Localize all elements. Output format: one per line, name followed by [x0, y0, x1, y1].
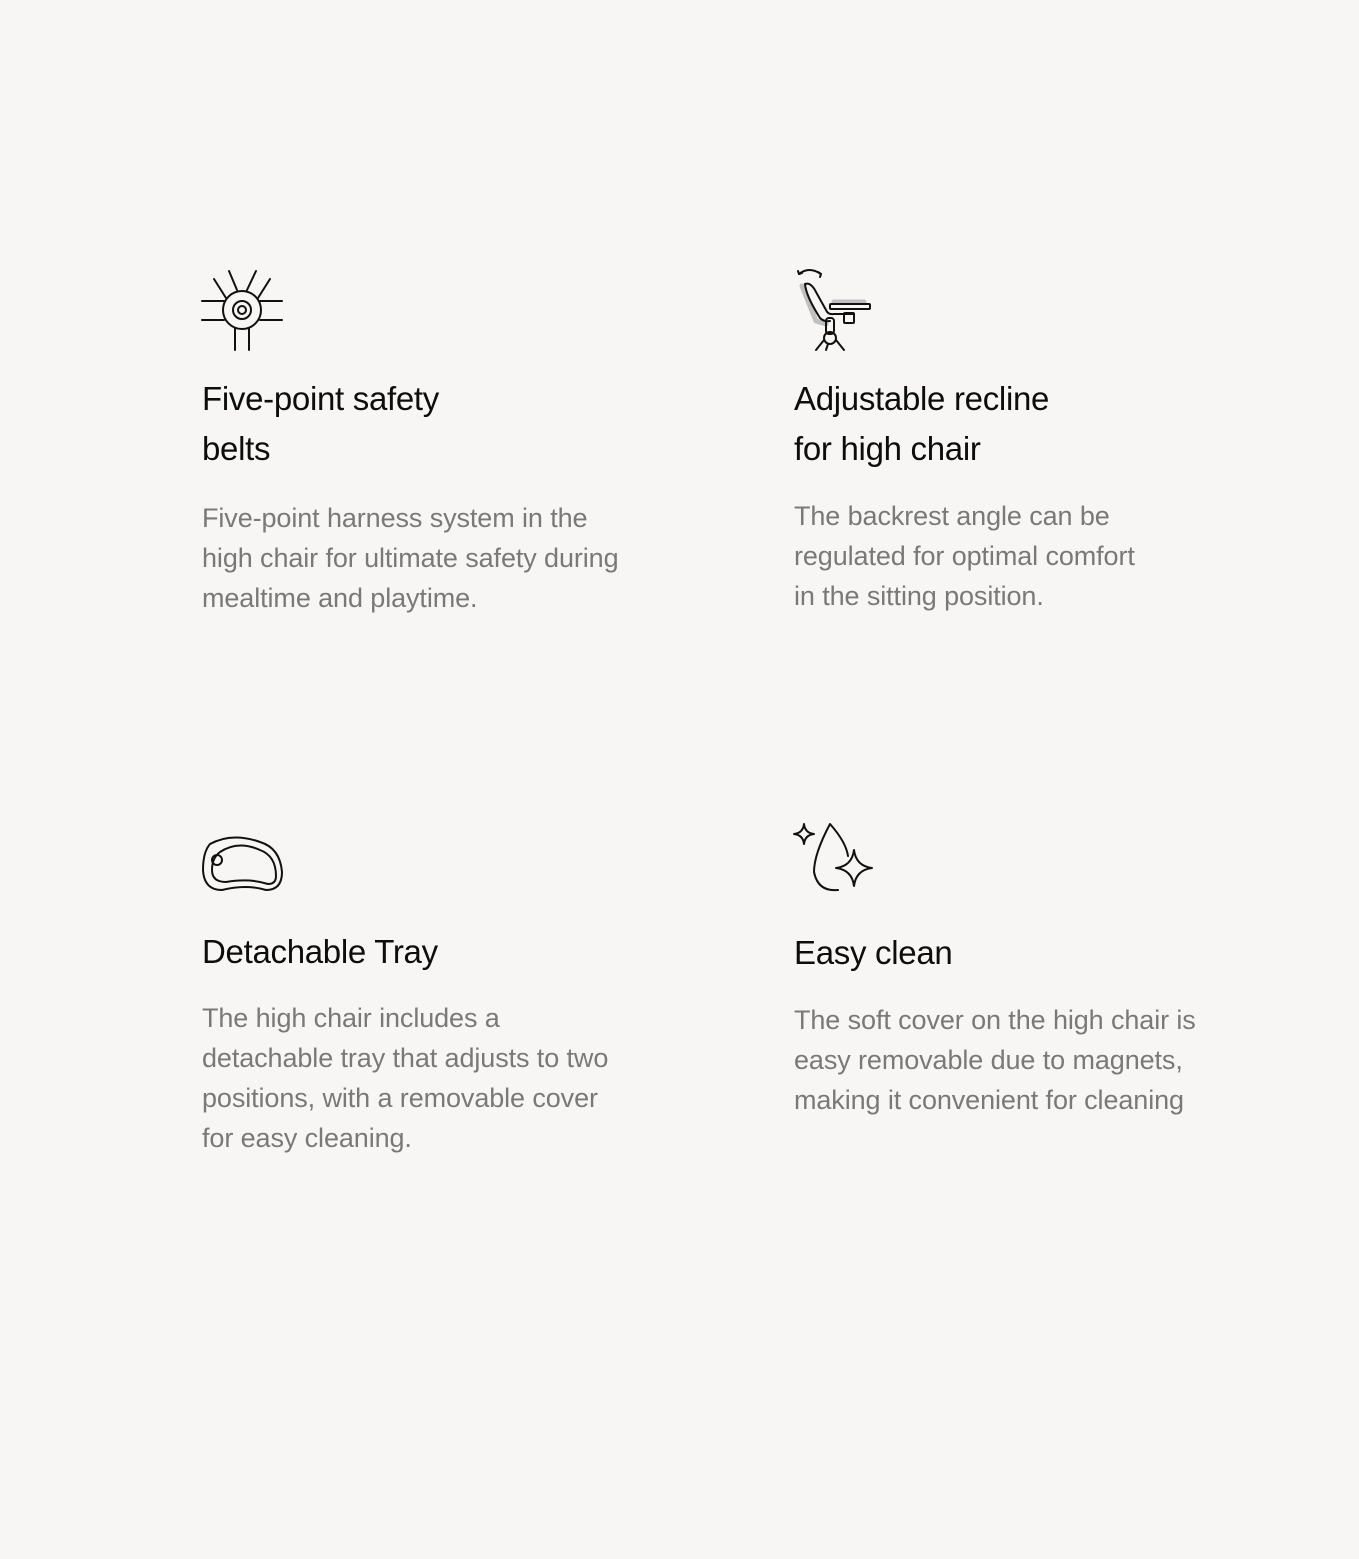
feature-title: Detachable Tray: [202, 933, 438, 970]
feature-safety-belts: [202, 268, 632, 613]
reclining-high-chair-icon: [794, 266, 878, 350]
safety-harness-icon: [202, 268, 286, 352]
feature-description: The soft cover on the high chair is easy removable due to magnets, making it convenient for cleaning: [794, 1005, 1196, 1115]
feature-adjustable-recline: [794, 266, 1224, 611]
sparkle-droplet-icon: [794, 820, 878, 904]
feature-description: The high chair includes a detachable tray that adjusts to two positions, with a removable cover for easy cleaning.: [202, 1003, 609, 1153]
feature-description: The backrest angle can be regulated for optimal comfort in the sitting position.: [794, 501, 1135, 611]
feature-easy-clean: [794, 820, 1224, 1115]
feature-title: Easy clean: [794, 934, 953, 971]
feature-title: Five-point safety belts: [202, 380, 440, 467]
tray-icon: [202, 822, 286, 906]
feature-description: Five-point harness system in the high chair for ultimate safety during mealtime and playtime.: [202, 503, 619, 613]
feature-title: Adjustable recline for high chair: [794, 380, 1050, 467]
feature-detachable-tray: [202, 822, 632, 1153]
